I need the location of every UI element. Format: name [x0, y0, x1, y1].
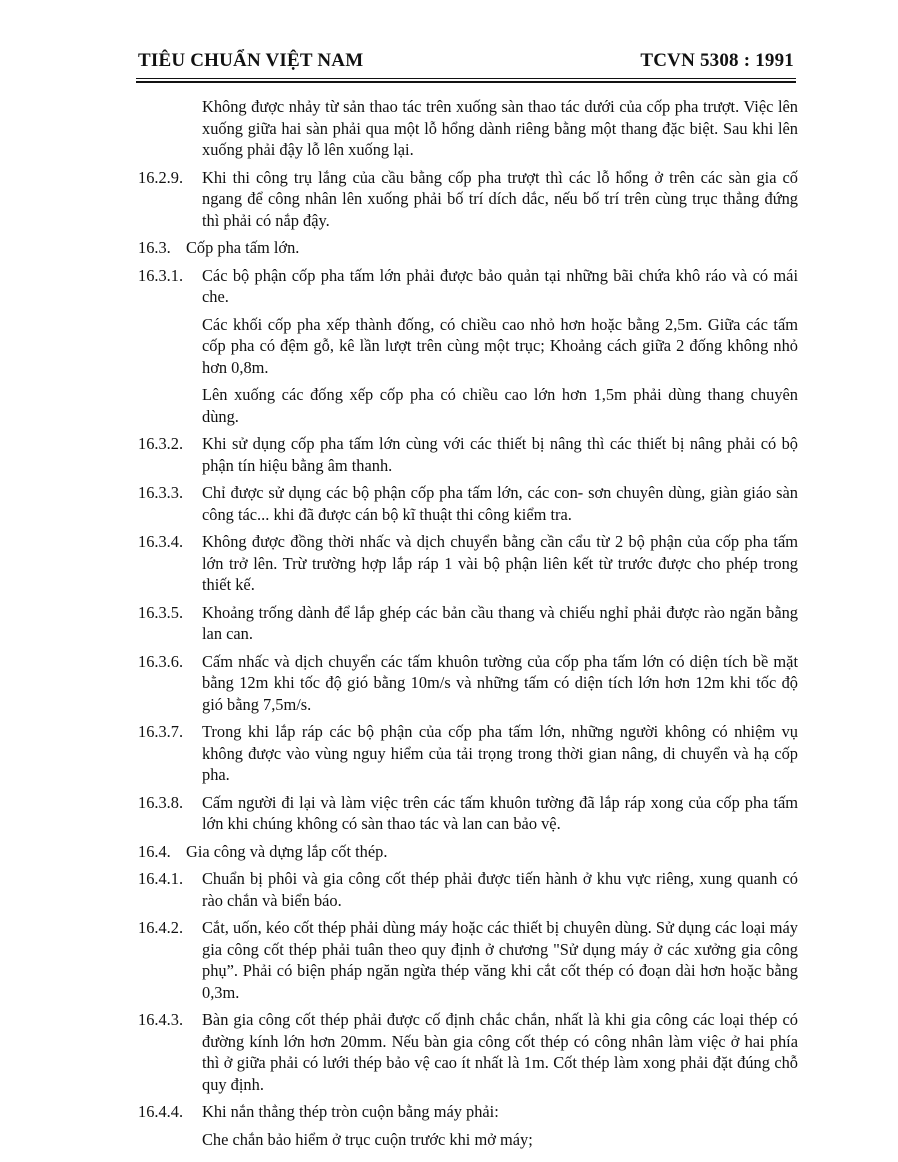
clause-16-3-6 — [138, 651, 798, 716]
clause-text: Các bộ phận cốp pha tấm lớn phải được bảo quản tại những bãi chứa khô ráo và có mái che. — [202, 265, 798, 306]
clause-number: 16.3.2. — [138, 434, 184, 453]
clause-number: 16.3.3. — [138, 483, 184, 502]
continuation-paragraph: Lên xuống các đống xếp cốp pha có chiều cao lớn hơn 1,5m phải dùng thang chuyên dùng. — [202, 385, 798, 426]
clause-16-3-8 — [138, 792, 798, 835]
clause-16-4-4 — [138, 1101, 798, 1123]
continuation-paragraph: Các khối cốp pha xếp thành đống, có chiều cao nhỏ hơn hoặc bằng 2,5m. Giữa các tấm cốp pha có đệm gỗ, kê lần lượt trên cùng một trục; Khoảng cách giữa 2 đống không nhỏ hơn 0,8m. — [202, 314, 798, 377]
section-number: 16.3. — [138, 238, 171, 257]
continuation-paragraph: Che chắn bảo hiểm ở trục cuộn trước khi mở máy; — [202, 1129, 533, 1149]
clause-number: 16.3.7. — [138, 722, 184, 741]
clause-16-2-9 — [138, 167, 798, 232]
clause-16-3-4 — [138, 531, 798, 596]
section-heading — [138, 841, 798, 863]
clause-number: 16.4.3. — [138, 1010, 184, 1029]
section-heading — [138, 237, 798, 259]
header-title: TIÊU CHUẨN VIỆT NAM — [138, 50, 364, 71]
standard-code: TCVN 5308 : 1991 — [640, 50, 794, 71]
clause-16-3-3 — [138, 482, 798, 525]
clause-16-4-3 — [138, 1009, 798, 1095]
document-body — [138, 96, 798, 1156]
clause-number: 16.3.5. — [138, 602, 184, 622]
clause-16-3-7 — [138, 721, 798, 786]
clause-text: Trong khi lắp ráp các bộ phận của cốp pha tấm lớn, những người không có nhiệm vụ không được vào vùng nguy hiểm của tải trọng trong thời gian nâng, di chuyển và hạ cốp pha. — [202, 722, 798, 784]
clause-text: Không được đồng thời nhấc và dịch chuyển bằng cần cẩu từ 2 bộ phận của cốp pha tấm lớn trở lên. Trừ trường hợp lắp ráp 1 vài bộ phận liên kết từ trước được cho phép trong thiết kế. — [202, 532, 798, 594]
clause-text: Cấm nhấc và dịch chuyển các tấm khuôn tường của cốp pha tấm lớn có diện tích bề mặt bằng 12m khi tốc độ gió bằng 10m/s và những tấm có diện tích lớn hơn 12m khi tốc độ gió bằng 7,5m/s. — [202, 651, 798, 714]
section-title: Cốp pha tấm lớn. — [186, 238, 300, 257]
clause-text: Khi thi công trụ lắng của cầu bằng cốp pha trượt thì các lỗ hổng ở trên các sàn gia cố ngang để công nhân lên xuống phải bố trí dích dắc, nếu bố trí trên cùng trục thẳng đứng thì phải có nắp đậy. — [202, 167, 798, 230]
clause-number: 16.2.9. — [138, 167, 184, 187]
clause-16-3-2 — [138, 433, 798, 476]
clause-text: Chuẩn bị phôi và gia công cốt thép phải được tiến hành ở khu vực riêng, xung quanh có rào chắn và biển báo. — [202, 869, 798, 910]
clause-number: 16.3.6. — [138, 651, 184, 671]
clause-16-4-1 — [138, 868, 798, 911]
clause-number: 16.4.1. — [138, 869, 184, 888]
header-rule-thick — [136, 81, 796, 83]
clause-number: 16.3.4. — [138, 532, 184, 551]
clause-number: 16.3.1. — [138, 265, 184, 285]
clause-text: Chỉ được sử dụng các bộ phận cốp pha tấm lớn, các con- sơn chuyên dùng, giàn giáo sàn công tác... khi đã được cán bộ kĩ thuật thi công kiểm tra. — [202, 483, 798, 524]
continuation-paragraph: Không được nhảy từ sản thao tác trên xuống sàn thao tác dưới của cốp pha trượt. Việc lên xuống giữa hai sàn phải qua một lỗ hổng dành riêng bằng một thang đặc biệt. Sau khi lên xuống phải đậy lỗ lên xuống lại. — [202, 97, 798, 159]
clause-text: Bàn gia công cốt thép phải được cố định chắc chắn, nhất là khi gia công các loại thép có đường kính lớn hơn 20mm. Nếu bàn gia công cốt thép có công nhân làm việc ở hai phía thì ở giữa phải có lưới thép bảo vệ cao ít nhất là 1m. Cốt thép làm xong phải đặt đúng chỗ quy định. — [202, 1010, 798, 1094]
clause-number: 16.3.8. — [138, 792, 184, 812]
clause-number: 16.4.2. — [138, 918, 184, 937]
section-title: Gia công và dựng lắp cốt thép. — [186, 841, 388, 861]
clause-16-3-5 — [138, 602, 798, 645]
clause-text: Cắt, uốn, kéo cốt thép phải dùng máy hoặc các thiết bị chuyên dùng. Sử dụng các loại máy gia công cốt thép phải tuân theo quy định ở chương "Sử dụng máy ở các xưởng gia công phụ”. Phải có biện pháp ngăn ngừa thép văng khi cắt cốt thép có đoạn dài hơn hoặc bằng 0,3m. — [202, 918, 798, 1002]
clause-text: Khi nắn thẳng thép tròn cuộn bằng máy phải: — [202, 1102, 499, 1121]
page-header — [138, 50, 794, 72]
section-number: 16.4. — [138, 841, 171, 861]
clause-number: 16.4.4. — [138, 1102, 184, 1121]
clause-16-3-1 — [138, 265, 798, 308]
clause-text: Cấm người đi lại và làm việc trên các tấm khuôn tường đã lắp ráp xong của cốp pha tấm lớn khi chúng không có sàn thao tác và lan can bảo vệ. — [202, 792, 798, 833]
clause-text: Khi sử dụng cốp pha tấm lớn cùng với các thiết bị nâng thì các thiết bị nâng phải có bộ phận tín hiệu bằng âm thanh. — [202, 434, 798, 475]
clause-text: Khoảng trống dành để lắp ghép các bản cầu thang và chiếu nghỉ phải được rào ngăn bằng lan can. — [202, 602, 798, 643]
header-rule-thin — [136, 78, 796, 79]
clause-16-4-2 — [138, 917, 798, 1003]
